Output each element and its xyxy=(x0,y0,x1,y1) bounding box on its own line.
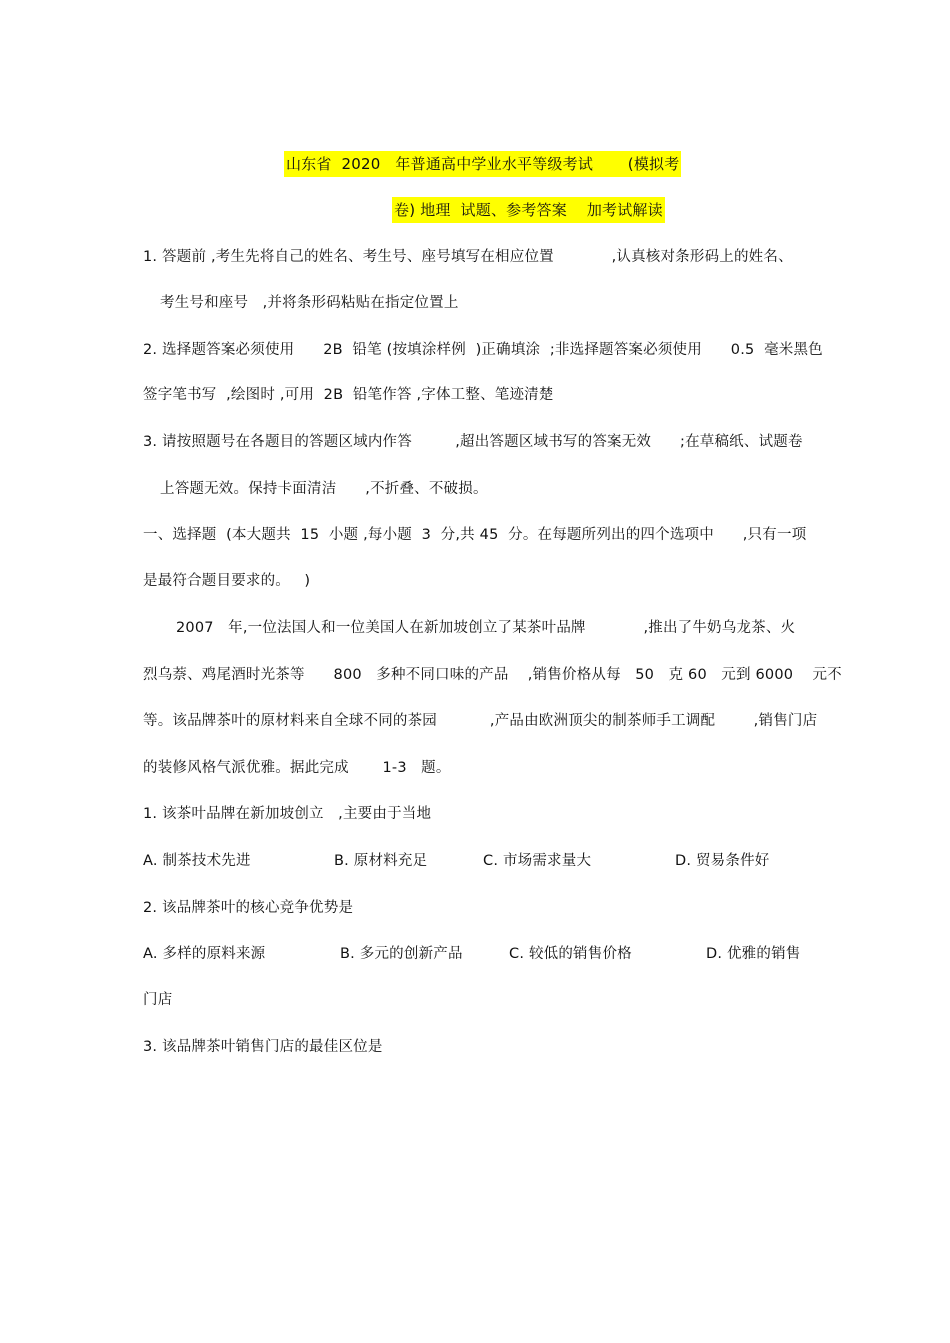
title-line-1 xyxy=(284,155,681,173)
question-2-option-d: D. 优雅的销售 xyxy=(706,946,801,962)
title-line-2 xyxy=(392,201,665,219)
instruction-3-line-1: 3. 请按照题号在各题目的答题区域内作答 ,超出答题区域书写的答案无效 ;在草稿纸、试题卷 xyxy=(143,434,803,450)
instruction-3-line-2: 上答题无效。保持卡面清洁 ,不折叠、不破损。 xyxy=(160,481,488,497)
title-highlight-1: 山东省 2020 年普通高中学业水平等级考试 (模拟考 xyxy=(284,151,681,177)
question-1-option-a: A. 制茶技术先进 xyxy=(143,853,251,869)
question-2-option-c: C. 较低的销售价格 xyxy=(509,946,632,962)
passage-line-2: 烈乌萘、鸡尾酒时光茶等 800 多种不同口味的产品 ,销售价格从每 50 克 60 元到 6000 元不 xyxy=(143,667,842,683)
instruction-2-line-1: 2. 选择题答案必须使用 2B 铅笔 (按填涂样例 )正确填涂 ;非选择题答案必须使用 0.5 毫米黑色 xyxy=(143,342,823,358)
instruction-2-line-2: 签字笔书写 ,绘图时 ,可用 2B 铅笔作答 ,字体工整、笔迹清楚 xyxy=(143,387,554,403)
question-3-stem: 3. 该品牌茶叶销售门店的最佳区位是 xyxy=(143,1039,383,1055)
title-highlight-2: 卷) 地理 试题、参考答案 加考试解读 xyxy=(392,197,665,223)
instruction-1-line-2: 考生号和座号 ,并将条形码粘贴在指定位置上 xyxy=(160,295,459,311)
question-2-option-d-continuation: 门店 xyxy=(143,992,173,1008)
question-1-option-d: D. 贸易条件好 xyxy=(675,853,770,869)
section-heading-line-2: 是最符合题目要求的。 ) xyxy=(143,573,311,589)
question-1-stem: 1. 该茶叶品牌在新加坡创立 ,主要由于当地 xyxy=(143,806,432,822)
passage-line-1: 2007 年,一位法国人和一位美国人在新加坡创立了某茶叶品牌 ,推出了牛奶乌龙茶、火 xyxy=(176,620,796,636)
passage-line-3: 等。该品牌茶叶的原材料来自全球不同的茶园 ,产品由欧洲顶尖的制茶师手工调配 ,销售门店 xyxy=(143,713,818,729)
question-2-option-b: B. 多元的创新产品 xyxy=(340,946,463,962)
question-2-option-a: A. 多样的原料来源 xyxy=(143,946,266,962)
passage-line-4: 的装修风格气派优雅。据此完成 1-3 题。 xyxy=(143,760,451,776)
question-1-option-c: C. 市场需求量大 xyxy=(483,853,592,869)
section-heading-line-1: 一、选择题 (本大题共 15 小题 ,每小题 3 分,共 45 分。在每题所列出的四个选项中 ,只有一项 xyxy=(143,527,807,543)
instruction-1-line-1: 1. 答题前 ,考生先将自己的姓名、考生号、座号填写在相应位置 ,认真核对条形码上的姓名、 xyxy=(143,249,793,265)
question-2-stem: 2. 该品牌茶叶的核心竞争优势是 xyxy=(143,900,354,916)
question-1-option-b: B. 原材料充足 xyxy=(334,853,428,869)
